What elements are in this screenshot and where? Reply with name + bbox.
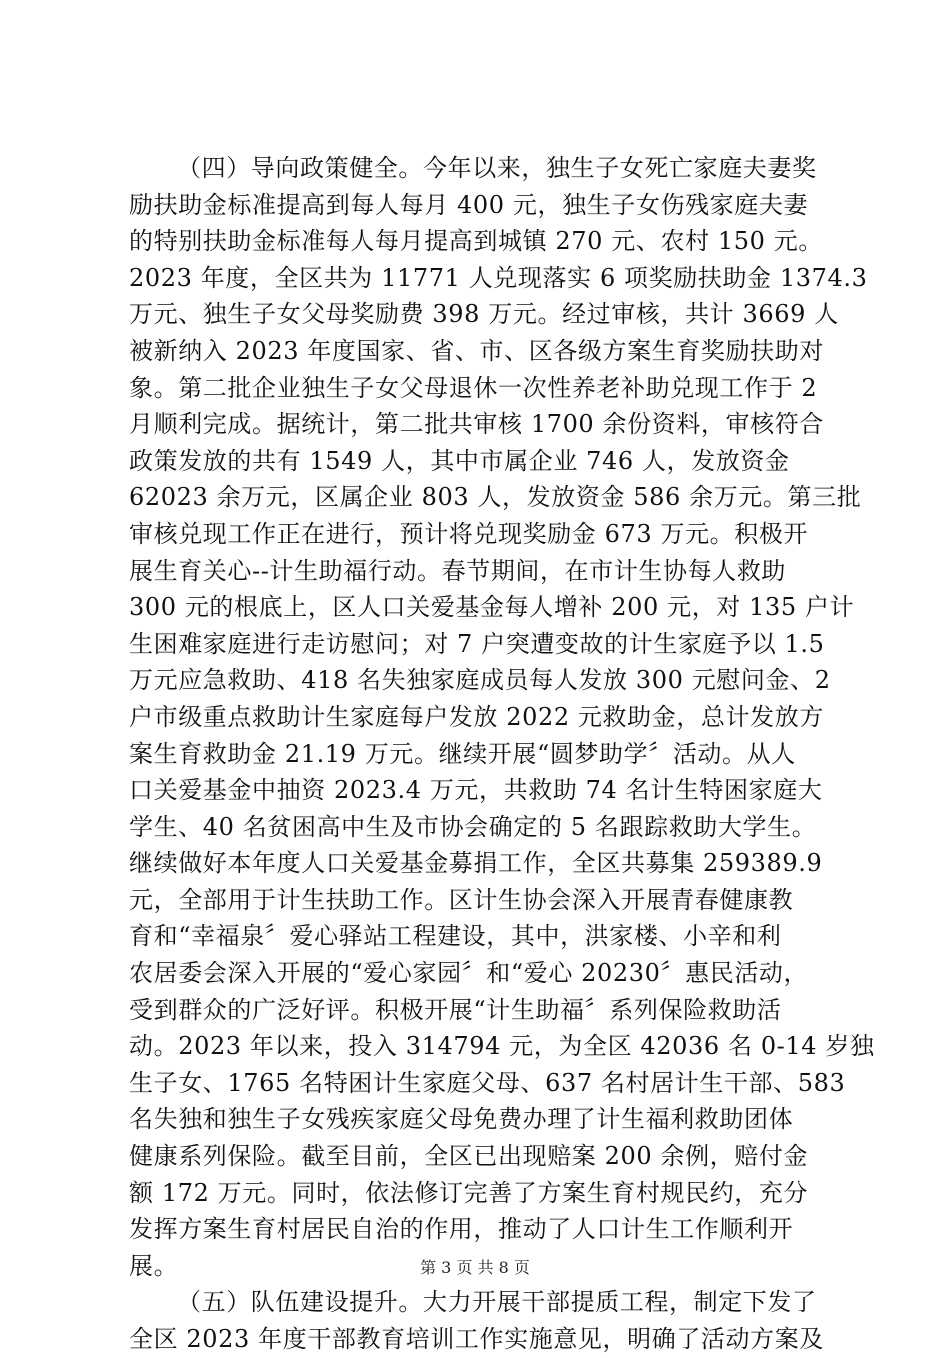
paragraph-line: 继续做好本年度人口关爱基金募捐工作，全区共募集 259389.9 [129,849,823,878]
paragraph-line: 政策发放的共有 1549 人，其中市属企业 746 人，发放资金 [129,446,790,475]
paragraph-line: 元，全部用于计生扶助工作。区计生协会深入开展青春健康教 [129,885,794,914]
paragraph-line: 案生育救助金 21.19 万元。继续开展“圆梦助学〞活动。从人 [129,739,796,768]
paragraph-line: 万元、独生子女父母奖励费 398 万元。经过审核，共计 3669 人 [129,300,839,329]
document-body [129,150,875,1358]
paragraph-policy [129,150,875,1284]
paragraph-line: （四）导向政策健全。今年以来，独生子女死亡家庭夫妻奖 [177,154,817,182]
paragraph-line: 展生育关心--计生助福行动。春节期间，在市计生协每人救助 [129,556,787,585]
paragraph-line: 生困难家庭进行走访慰问；对 7 户突遭变故的计生家庭予以 1.5 [129,629,825,658]
paragraph-line: 健康系列保险。截至目前，全区已出现赔案 200 余例，赔付金 [129,1142,809,1171]
paragraph-line: 育和“幸福泉〞爱心驿站工程建设，其中，洪家楼、小辛和利 [129,922,782,951]
paragraph-line: （五）队伍建设提升。大力开展干部提质工程，制定下发了 [177,1288,817,1317]
paragraph-line: 全区 2023 年度干部教育培训工作实施意见，明确了活动方案及 [129,1325,824,1353]
paragraph-line: 户市级重点救助计生家庭每户发放 2022 元救助金，总计发放方 [129,702,824,731]
page-number-footer: 第 3 页 共 8 页 [420,1258,530,1277]
paragraph-line: 2023 年度，全区共为 11771 人兑现落实 6 项奖励扶助金 1374.3 [129,263,868,292]
paragraph-line: 万元应急救助、418 名失独家庭成员每人发放 300 元慰问金、2 [129,666,831,695]
paragraph-line: 发挥方案生育村居民自治的作用，推动了人口计生工作顺利开 [129,1215,794,1244]
paragraph-line: 受到群众的广泛好评。积极开展“计生助福〞系列保险救助活 [129,995,782,1024]
paragraph-line: 的特别扶助金标准每人每月提高到城镇 270 元、农村 150 元。 [129,227,823,256]
paragraph-line: 额 172 万元。同时，依法修订完善了方案生育村规民约，充分 [129,1178,809,1207]
paragraph-line: 名失独和独生子女残疾家庭父母免费办理了计生福利救助团体 [129,1105,794,1134]
paragraph-line: 学生、40 名贫困高中生及市协会确定的 5 名跟踪救助大学生。 [129,812,817,841]
paragraph-line: 农居委会深入开展的“爱心家园〞和“爱心 20230〞惠民活动， [129,959,809,988]
paragraph-line: 300 元的根底上，区人口关爱基金每人增补 200 元，对 135 户计 [129,593,855,622]
paragraph-line: 月顺利完成。据统计，第二批共审核 1700 余份资料，审核符合 [129,410,824,439]
paragraph-line: 象。第二批企业独生子女父母退休一次性养老补助兑现工作于 2 [129,373,818,402]
paragraph-team-building [129,1284,831,1357]
paragraph-line: 62023 余万元，区属企业 803 人，发放资金 586 余万元。第三批 [129,483,862,512]
paragraph-line: 生子女、1765 名特困计生家庭父母、637 名村居计生干部、583 [129,1068,846,1097]
paragraph-line: 被新纳入 2023 年度国家、省、市、区各级方案生育奖励扶助对 [129,336,824,365]
paragraph-line: 审核兑现工作正在进行，预计将兑现奖励金 673 万元。积极开 [129,519,809,548]
paragraph-line: 口关爱基金中抽资 2023.4 万元，共救助 74 名计生特困家庭大 [129,776,823,805]
paragraph-line: 动。2023 年以来，投入 314794 元，为全区 42036 名 0-14 岁独 [129,1032,875,1061]
paragraph-line: 励扶助金标准提高到每人每月 400 元，独生子女伤残家庭夫妻 [129,190,809,219]
paragraph-line: 展。 [129,1251,179,1280]
